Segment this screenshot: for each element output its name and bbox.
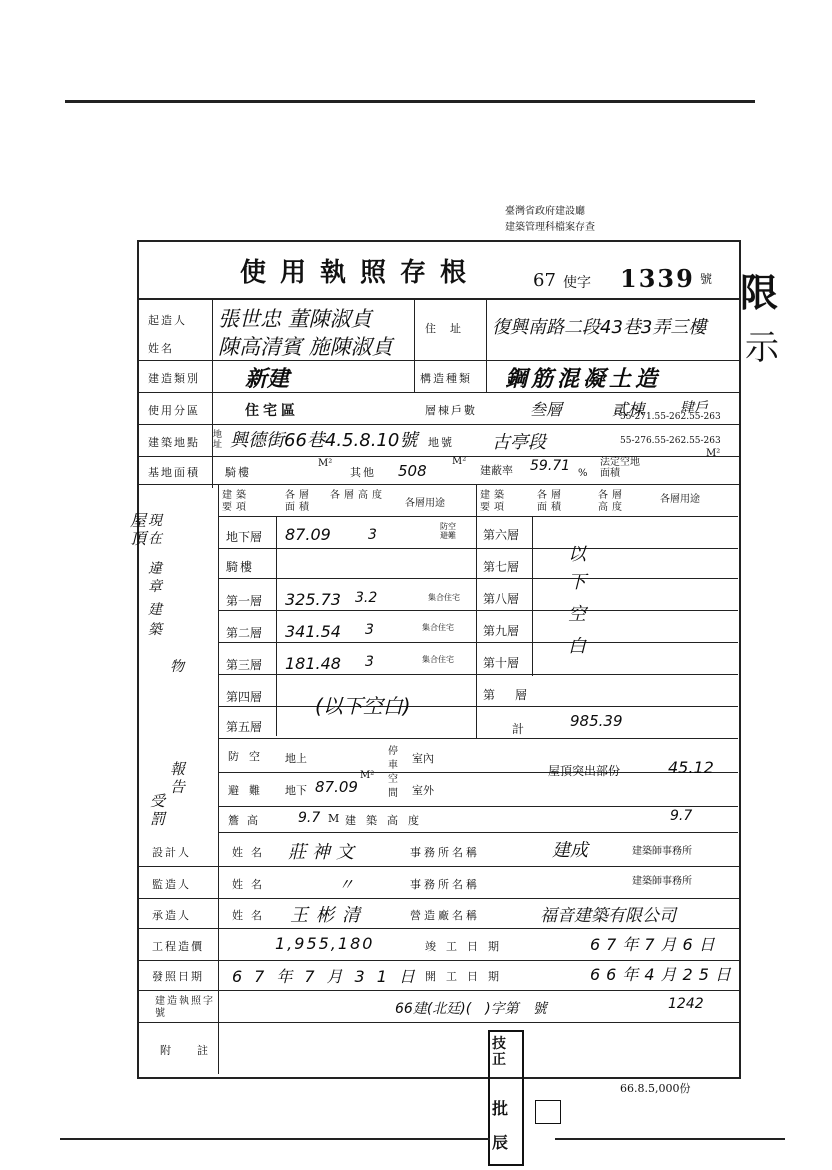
eaves-label: 簷高	[228, 814, 266, 827]
right-note-0: 以	[568, 544, 586, 565]
row-sep-1	[137, 298, 739, 300]
row-sep-5	[137, 456, 739, 457]
shelter-label-1: 防空	[228, 750, 270, 763]
other-unit: M²	[452, 456, 467, 467]
contractor-name-label: 姓名	[232, 909, 270, 922]
table-row-3	[218, 610, 738, 611]
right-note-1: 下	[568, 572, 586, 593]
left-note-4: 物	[170, 659, 184, 675]
start-label: 開工日期	[425, 970, 509, 983]
floors-label: 層棟戶數	[425, 404, 477, 417]
complete-label: 竣工日期	[425, 940, 509, 953]
building-type-value: 新建	[245, 367, 290, 392]
owner-names-1: 張世忠 董陳淑貞	[218, 307, 372, 331]
units-value: 肆戶	[680, 400, 708, 416]
address-divider	[414, 298, 415, 360]
cost-bottom	[137, 960, 739, 961]
table-col-b	[532, 516, 533, 676]
table-col-mid	[476, 484, 477, 739]
legal-unit: M²	[706, 448, 721, 459]
issue-value: 67年7月31日	[232, 967, 427, 986]
left-blank-note: (以下空白)	[315, 694, 411, 718]
permit-bottom	[137, 1022, 739, 1023]
right-floor-5: 第 層	[483, 688, 532, 702]
building-type-label: 建造類別	[148, 372, 200, 385]
use-zone-label: 使用分區	[148, 404, 200, 417]
use-zone-value: 住宅區	[245, 403, 299, 419]
table-row-7	[218, 738, 738, 739]
total-area: 985.39	[570, 712, 623, 730]
th-left-height: 各層高度	[330, 490, 386, 501]
supervisor-name-label: 姓名	[232, 878, 270, 891]
complete-value: 67年7月6日	[590, 935, 721, 954]
floor-row-name-6: 第五層	[226, 720, 263, 734]
roof-value: 45.12	[668, 758, 714, 777]
supervisor-suffix: 建築師事務所	[632, 876, 692, 887]
designer-office: 建成	[552, 840, 588, 861]
left-note-2: 違章	[148, 561, 162, 595]
address-label: 住址	[425, 322, 475, 335]
th-left-area: 各層面積	[285, 490, 313, 513]
floors-value: 叁層	[530, 400, 563, 419]
top-rule	[65, 100, 755, 103]
designer-name: 莊神文	[288, 842, 360, 863]
doc-suffix: 號	[700, 272, 713, 286]
table-col-a	[276, 516, 277, 736]
row-sep-6	[137, 484, 739, 485]
supervisor-office-label: 事務所名稱	[410, 878, 480, 891]
seal-stamp	[535, 1100, 561, 1124]
stamp-text-0: 技正	[492, 1036, 506, 1068]
shelter-below: 地下	[285, 784, 307, 797]
lot-extra-1: 55-271.55-262.55-263	[620, 412, 721, 422]
designer-role: 設計人	[152, 846, 191, 859]
coverage-value: 59.71	[530, 458, 571, 474]
bottom-rule	[60, 1138, 490, 1140]
base-area-label: 基地面積	[148, 466, 200, 479]
eaves-value: 9.7	[298, 810, 321, 826]
row-sep-7	[218, 516, 738, 517]
floor-row-height-0: 3	[368, 527, 377, 543]
eaves-unit: M	[328, 812, 342, 825]
right-margin-1: 示	[745, 328, 779, 368]
parking-outdoor: 室外	[412, 784, 434, 797]
lot-extra-2: 55-276.55-262.55-263	[620, 436, 721, 446]
left-note-3: 建築	[148, 602, 162, 638]
shelter-below-unit: M²	[360, 770, 375, 781]
structure-divider	[414, 360, 415, 392]
floor-row-use-3: 集合住宅	[422, 623, 454, 632]
floor-row-name-3: 第二層	[226, 626, 263, 640]
coverage-label: 建蔽率	[480, 464, 513, 477]
left-note-1: 現在	[148, 513, 162, 547]
issue-bottom	[137, 990, 739, 991]
archive-stamp-line1: 臺灣省政府建設廳	[505, 206, 585, 217]
issue-label: 發照日期	[152, 970, 204, 983]
other-value: 508	[398, 462, 427, 480]
floor-row-use-4: 集合住宅	[422, 655, 454, 664]
page-title: 使用執照存根	[240, 258, 481, 288]
supervisor-bottom	[137, 898, 739, 899]
building-height-value: 9.7	[670, 808, 693, 824]
permit-label: 建造執照字號	[155, 996, 215, 1019]
contractor-office-label: 營造廠名稱	[410, 909, 480, 922]
row-sep-4	[137, 424, 739, 425]
designer-name-label: 姓名	[232, 846, 270, 859]
th-left-use: 各層用途	[405, 498, 445, 509]
stamp-text-1: 批	[492, 1099, 509, 1118]
left-note-5: 報告	[170, 760, 186, 796]
floor-row-name-0: 地下層	[226, 530, 263, 544]
floor-row-area-0: 87.09	[285, 525, 331, 544]
left-note-6: 受罰	[150, 792, 166, 828]
site-address: 興德街66巷4.5.8.10號	[230, 430, 418, 451]
table-row-1	[218, 548, 738, 549]
right-floor-4: 第十層	[483, 656, 520, 670]
eaves-bottom	[218, 832, 738, 833]
th-right-height: 各層高度	[598, 490, 626, 513]
legal-label: 法定空地面積	[600, 457, 640, 479]
lot-value: 古亭段	[492, 432, 546, 453]
stamp-text-2: 辰	[492, 1133, 509, 1152]
archive-stamp-line2: 建築管理科檔案存查	[505, 222, 595, 233]
shelter-above: 地上	[285, 752, 307, 765]
contractor-name: 王彬清	[290, 905, 368, 926]
cost-value: 1,955,180	[275, 934, 375, 953]
doc-number: 1339	[620, 264, 695, 293]
right-floor-total-label: 計	[512, 722, 527, 736]
remarks-label: 附註	[160, 1044, 234, 1057]
floor-row-use-0: 防空避難	[440, 522, 456, 540]
supervisor-role: 監造人	[152, 878, 191, 891]
other-label: 其他	[350, 466, 376, 479]
structure-value: 鋼筋混凝土造	[505, 367, 662, 392]
permit-value: 66建(北廷)( )字第 號	[395, 1001, 547, 1017]
floor-row-name-4: 第三層	[226, 658, 263, 672]
floor-row-height-4: 3	[365, 654, 374, 670]
contractor-office: 福音建築有限公司	[540, 906, 676, 926]
shelter-label-2: 避難	[228, 784, 270, 797]
owner-label-top: 起造人	[148, 314, 187, 327]
floor-row-name-1: 騎樓	[226, 560, 255, 574]
table-row-2	[218, 578, 738, 579]
floor-row-height-3: 3	[365, 622, 374, 638]
right-floor-2: 第八層	[483, 592, 520, 606]
supervisor-name: 〃	[338, 875, 355, 894]
designer-bottom	[137, 866, 739, 867]
table-row-6	[218, 706, 738, 707]
structure-label: 構造種類	[420, 372, 472, 385]
address-divider-2	[486, 298, 487, 360]
th-left-item: 建築要項	[222, 490, 250, 513]
building-height-label: 建築高度	[345, 814, 429, 827]
cost-label: 工程造價	[152, 940, 204, 953]
label-col-line	[212, 298, 213, 488]
arcade-unit: M²	[318, 458, 333, 469]
floor-row-area-4: 181.48	[285, 654, 341, 673]
floor-row-name-2: 第一層	[226, 594, 263, 608]
table-row-4	[218, 642, 738, 643]
right-margin-0: 限	[740, 270, 779, 315]
bottom-rule-2	[555, 1138, 785, 1140]
print-note: 66.8.5,000份	[620, 1082, 691, 1095]
right-note-2: 空	[568, 604, 586, 625]
th-right-area: 各層面積	[537, 490, 565, 513]
buildings-value: 貳棟	[612, 400, 645, 419]
owner-label-bottom: 姓名	[148, 342, 174, 355]
floor-row-height-2: 3.2	[355, 590, 378, 606]
doc-year: 67	[533, 270, 556, 291]
right-note-3: 白	[568, 636, 586, 657]
arcade-label: 騎樓	[225, 466, 251, 479]
site-sub-label: 地址	[213, 430, 223, 450]
structure-divider-2	[486, 360, 487, 392]
parking-indoor: 室內	[412, 752, 434, 765]
permit-number: 1242	[668, 996, 704, 1012]
floor-row-area-3: 341.54	[285, 622, 341, 641]
th-right-item: 建築要項	[480, 490, 508, 513]
address-value: 復興南路二段43巷3弄三樓	[492, 317, 707, 338]
floor-row-name-5: 第四層	[226, 690, 263, 704]
start-value: 66年4月25日	[590, 965, 737, 984]
parking-label: 停車空間	[388, 746, 398, 799]
shelter-bottom	[218, 806, 738, 807]
right-floor-1: 第七層	[483, 560, 520, 574]
shelter-row-sep	[218, 772, 738, 773]
table-row-5	[218, 674, 738, 675]
contractor-bottom	[137, 928, 739, 929]
lot-label: 地號	[428, 436, 454, 449]
floor-row-use-2: 集合住宅	[428, 593, 460, 602]
floor-row-area-2: 325.73	[285, 590, 341, 609]
contractor-role: 承造人	[152, 909, 191, 922]
roof-label: 屋頂突出部份	[548, 764, 621, 778]
site-label: 建築地點	[148, 436, 200, 449]
shelter-below-value: 87.09	[315, 778, 358, 796]
th-right-use: 各層用途	[660, 494, 700, 505]
right-floor-3: 第九層	[483, 624, 520, 638]
designer-suffix: 建築師事務所	[632, 846, 692, 857]
owner-names-2: 陳高清賓 施陳淑貞	[218, 335, 393, 359]
left-note-0: 屋頂	[130, 511, 147, 548]
right-floor-0: 第六層	[483, 528, 520, 542]
designer-office-label: 事務所名稱	[410, 846, 480, 859]
coverage-unit: %	[578, 468, 588, 479]
inner-left-line	[218, 484, 219, 1074]
doc-type: 使字	[563, 275, 591, 291]
